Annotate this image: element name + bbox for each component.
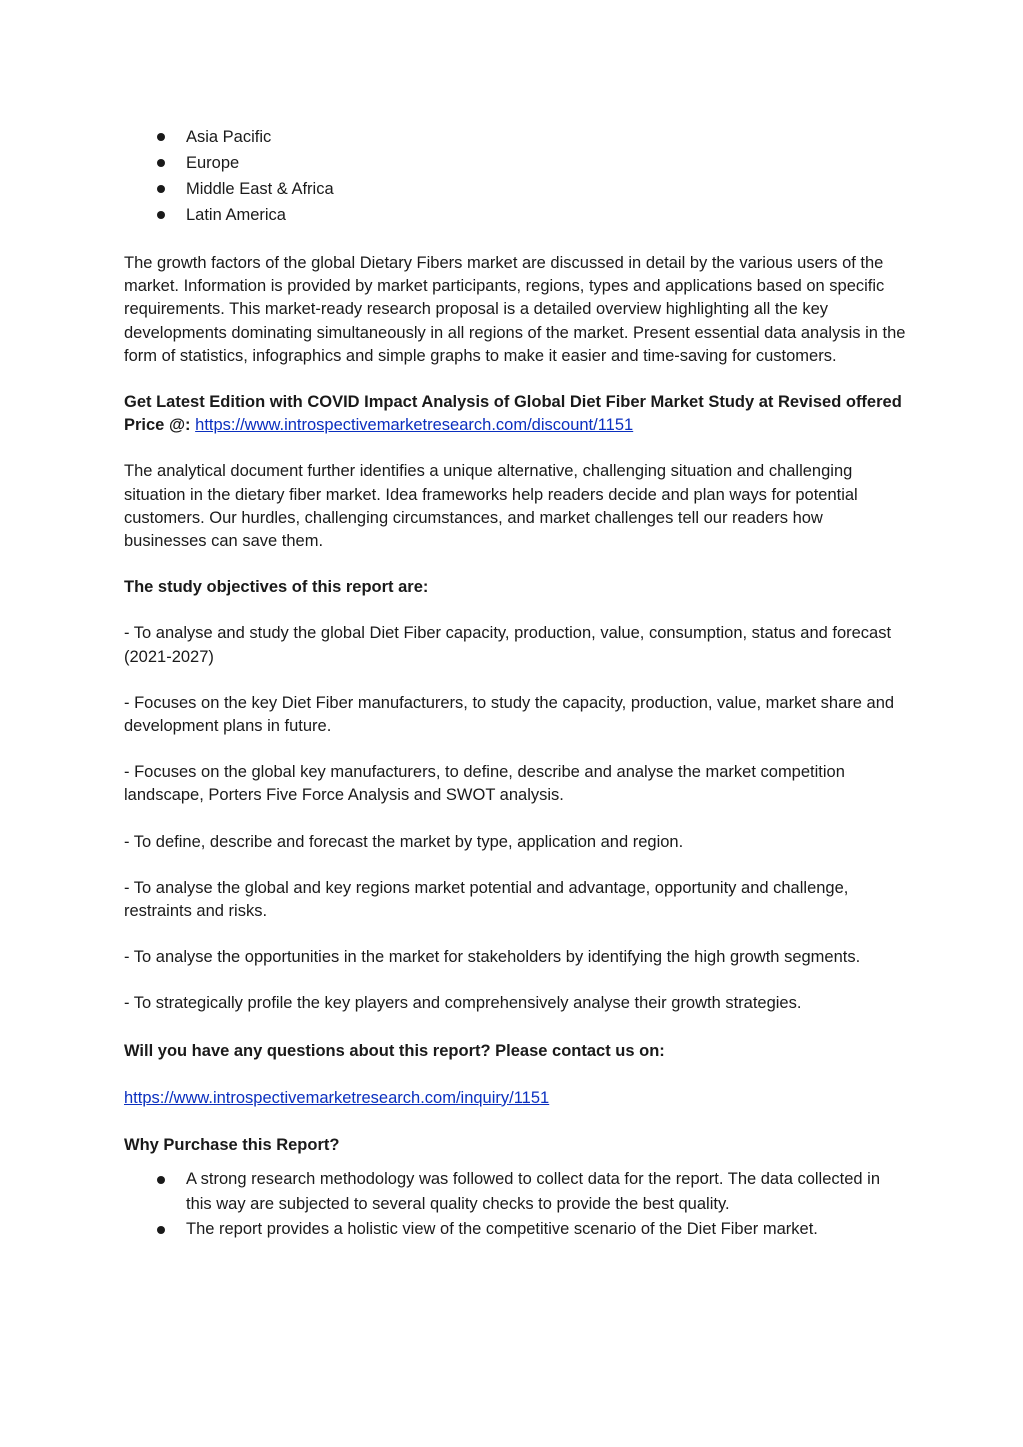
list-item: A strong research methodology was followed to collect data for the report. The data collected in this way are subjected to several quality checks to provide the best quality. (124, 1167, 906, 1217)
bullet-icon (157, 185, 165, 193)
objective-item: - To strategically profile the key players and comprehensively analyse their growth strategies. (124, 994, 802, 1013)
bullet-icon (157, 1176, 165, 1184)
bullet-icon (157, 211, 165, 219)
analytical-paragraph: The analytical document further identifies a unique alternative, challenging situation and challenging situation in the dietary fiber market. Idea frameworks help readers decide and plan ways for potential customers. Our hurdles, challenging circumstances, and market challenges tell our readers how businesses can save them. (124, 462, 858, 551)
objective-item: - To analyse the opportunities in the market for stakeholders by identifying the high growth segments. (124, 948, 861, 967)
contact-heading: Will you have any questions about this report? Please contact us on: (124, 1041, 665, 1060)
discount-paragraph (124, 391, 906, 437)
objective-item: - To define, describe and forecast the market by type, application and region. (124, 832, 684, 851)
list-item: Middle East & Africa (124, 176, 906, 202)
objective-item: - To analyse the global and key regions market potential and advantage, opportunity and challenge, restraints and risks. (124, 878, 849, 921)
objective-item: - Focuses on the key Diet Fiber manufacturers, to study the capacity, production, value, market share and development plans in future. (124, 693, 895, 736)
document-page (124, 124, 906, 1242)
list-item: Latin America (124, 202, 906, 228)
bullet-icon (157, 159, 165, 167)
objectives-heading: The study objectives of this report are: (124, 578, 429, 597)
regions-list (124, 124, 906, 228)
discount-link[interactable]: https://www.introspectivemarketresearch.com/discount/1151 (195, 416, 634, 435)
list-item: The report provides a holistic view of the competitive scenario of the Diet Fiber market. (124, 1217, 906, 1242)
inquiry-paragraph (124, 1087, 906, 1110)
list-item: Asia Pacific (124, 124, 906, 150)
objective-item: - Focuses on the global key manufacturers, to define, describe and analyse the market competition landscape, Porters Five Force Analysis and SWOT analysis. (124, 763, 845, 805)
bullet-icon (157, 133, 165, 141)
inquiry-link[interactable]: https://www.introspectivemarketresearch.com/inquiry/1151 (124, 1088, 550, 1107)
growth-paragraph: The growth factors of the global Dietary Fibers market are discussed in detail by the various users of the market. Information is provided by market participants, regions, types and applications based on specific requirements. This market-ready research proposal is a detailed overview highlighting all the key developments dominating simultaneously in all regions of the market. Present essential data analysis in the form of statistics, infographics and simple graphs to make it easier and time-saving for customers. (124, 254, 906, 365)
bullet-icon (157, 1226, 165, 1234)
objective-item: - To analyse and study the global Diet Fiber capacity, production, value, consumption, status and forecast (2021-2027) (124, 624, 892, 666)
list-item: Europe (124, 150, 906, 176)
discount-text: Get Latest Edition with COVID Impact Analysis of Global Diet Fiber Market Study at Revised offered Price @: (124, 393, 902, 435)
purchase-heading: Why Purchase this Report? (124, 1136, 340, 1155)
purchase-reasons-list (124, 1167, 906, 1242)
